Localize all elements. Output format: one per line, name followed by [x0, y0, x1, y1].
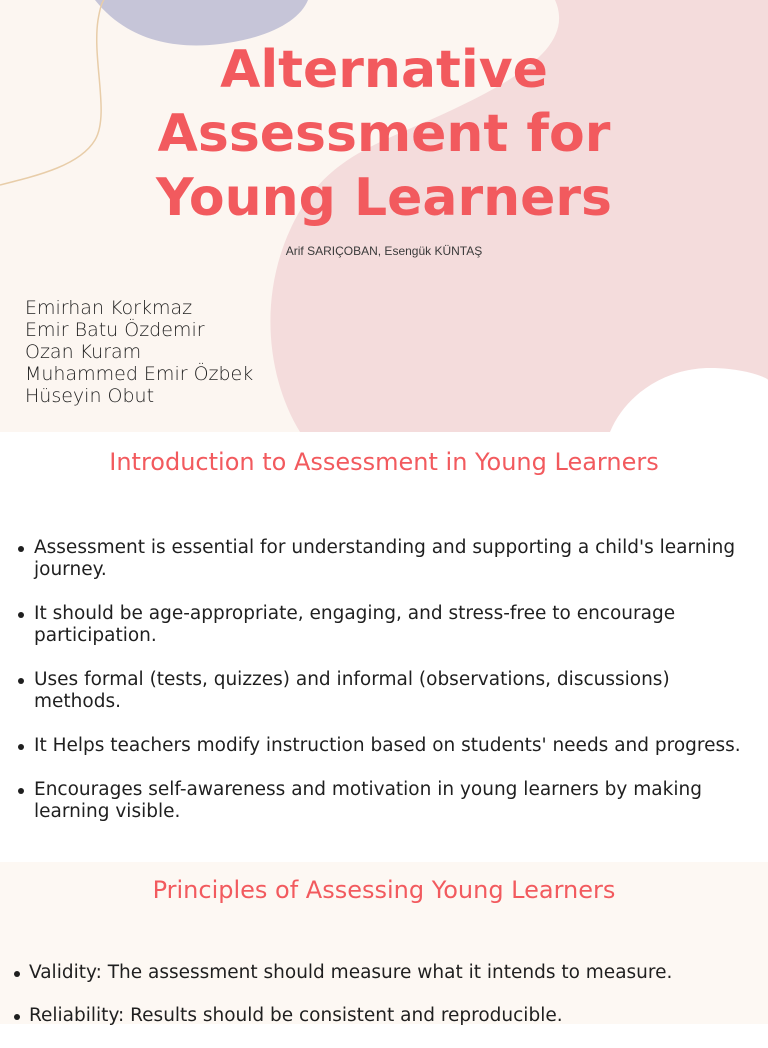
list-item: Uses formal (tests, quizzes) and informal (observations, discussions) methods. — [16, 669, 756, 713]
presentation-title — [0, 38, 768, 230]
title-line: Alternative — [220, 40, 548, 100]
team-member: Emirhan Korkmaz — [25, 297, 193, 319]
list-item: Validity: The assessment should measure what it intends to measure. — [12, 962, 752, 984]
title-line: Assessment for — [157, 104, 611, 164]
list-item: It Helps teachers modify instruction based on students' needs and progress. — [16, 735, 756, 757]
team-members-list — [25, 297, 253, 407]
team-member: Muhammed Emir Özbek — [25, 363, 254, 385]
team-member: Ozan Kuram — [25, 341, 142, 363]
title-line: Young Learners — [156, 168, 612, 228]
principles-section — [0, 862, 768, 1024]
list-item: Reliability: Results should be consistent and reproducible. — [12, 1005, 752, 1027]
team-member: Emir Batu Özdemir — [25, 319, 205, 341]
section-heading: Introduction to Assessment in Young Learners — [109, 448, 659, 476]
list-item: Assessment is essential for understanding and supporting a child's learning journey. — [16, 537, 756, 581]
introduction-section — [0, 432, 768, 862]
section-heading: Principles of Assessing Young Learners — [152, 876, 616, 904]
bullet-list — [16, 537, 756, 845]
team-member: Hüseyin Obut — [25, 385, 155, 407]
list-item: Encourages self-awareness and motivation in young learners by making learning visible. — [16, 779, 756, 823]
cover-section — [0, 0, 768, 432]
bullet-list — [12, 962, 752, 1048]
author-byline: Arif SARIÇOBAN, Esengük KÜNTAŞ — [285, 244, 483, 258]
list-item: It should be age-appropriate, engaging, and stress-free to encourage participation. — [16, 603, 756, 647]
